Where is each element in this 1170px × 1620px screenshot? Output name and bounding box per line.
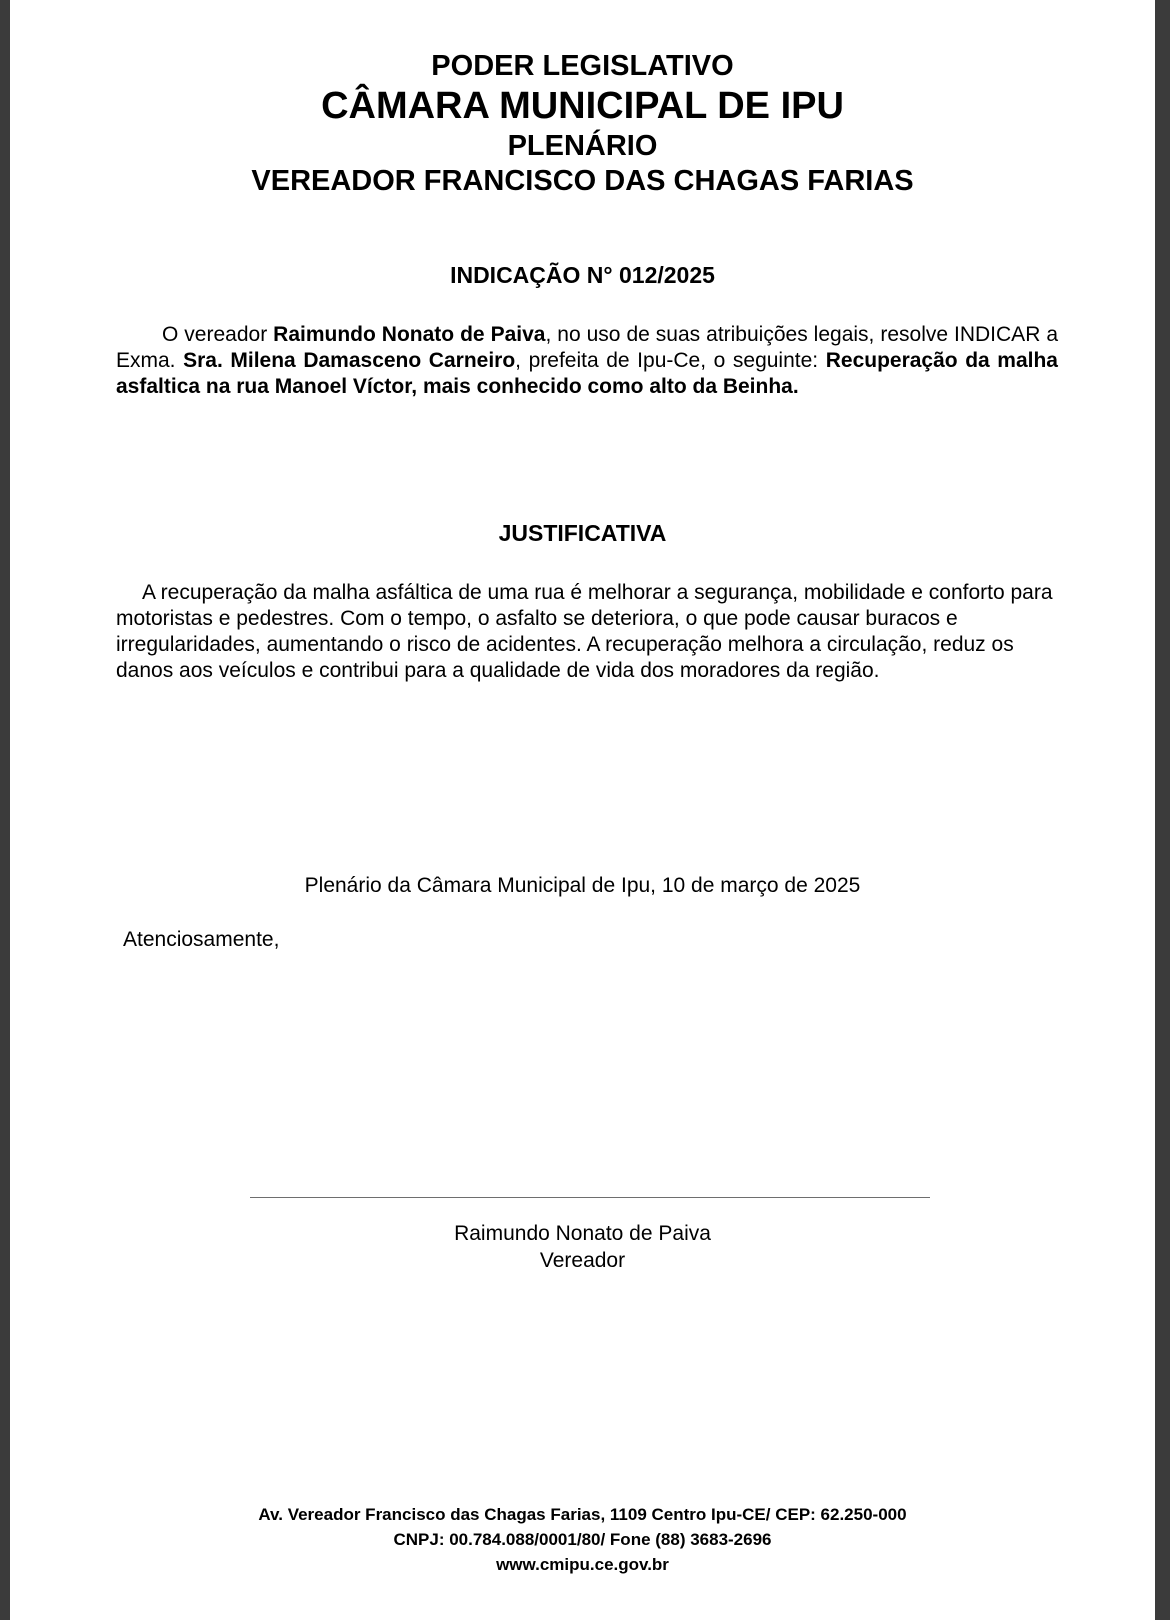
header-plenary-name: VEREADOR FRANCISCO DAS CHAGAS FARIAS — [251, 165, 914, 197]
indicacao-text-1: O vereador — [162, 323, 274, 346]
document-page — [10, 0, 1155, 1620]
header-legislative-power: PODER LEGISLATIVO — [431, 50, 734, 82]
header-plenary: PLENÁRIO — [507, 130, 658, 162]
councilor-name: Raimundo Nonato de Paiva — [273, 323, 546, 346]
indicacao-text-3: , prefeita de Ipu-Ce, o seguinte: — [515, 349, 826, 372]
justificativa-title: JUSTIFICATIVA — [498, 520, 667, 546]
indicacao-text-2: , no uso de suas atribuições legais, resolve INDICAR a Exma. — [116, 323, 1059, 372]
indicacao-title: INDICAÇÃO N° 012/2025 — [450, 262, 715, 288]
indicacao-paragraph — [116, 322, 1058, 400]
closing-salutation: Atenciosamente, — [123, 928, 280, 951]
footer-address: Av. Vereador Francisco das Chagas Farias, 1109 Centro Ipu-CE/ CEP: 62.250-000 — [258, 1505, 907, 1524]
mayor-name: Sra. Milena Damasceno Carneiro — [183, 349, 516, 372]
signature-line — [250, 1197, 930, 1198]
footer-website: www.cmipu.ce.gov.br — [496, 1555, 669, 1574]
justificativa-paragraph: A recuperação da malha asfáltica de uma rua é melhorar a segurança, mobilidade e conforto para motoristas e pedestres. Com o tempo, o asfalto se deteriora, o que pode causar buracos e irregularidades, aumentando o risco de acidentes. A recuperação melhora a circulação, reduz os danos aos veículos e contribui para a qualidade de vida dos moradores da região. — [116, 581, 1053, 682]
footer-cnpj-phone: CNPJ: 00.784.088/0001/80/ Fone (88) 3683-2696 — [393, 1530, 772, 1549]
place-date: Plenário da Câmara Municipal de Ipu, 10 de março de 2025 — [304, 874, 861, 897]
signature-name: Raimundo Nonato de Paiva — [454, 1222, 711, 1245]
header-chamber-name: CÂMARA MUNICIPAL DE IPU — [321, 85, 844, 127]
indicacao-request: Recuperação da malha asfaltica na rua Manoel Víctor, mais conhecido como alto da Beinha. — [116, 349, 1058, 398]
signature-role: Vereador — [539, 1249, 626, 1272]
